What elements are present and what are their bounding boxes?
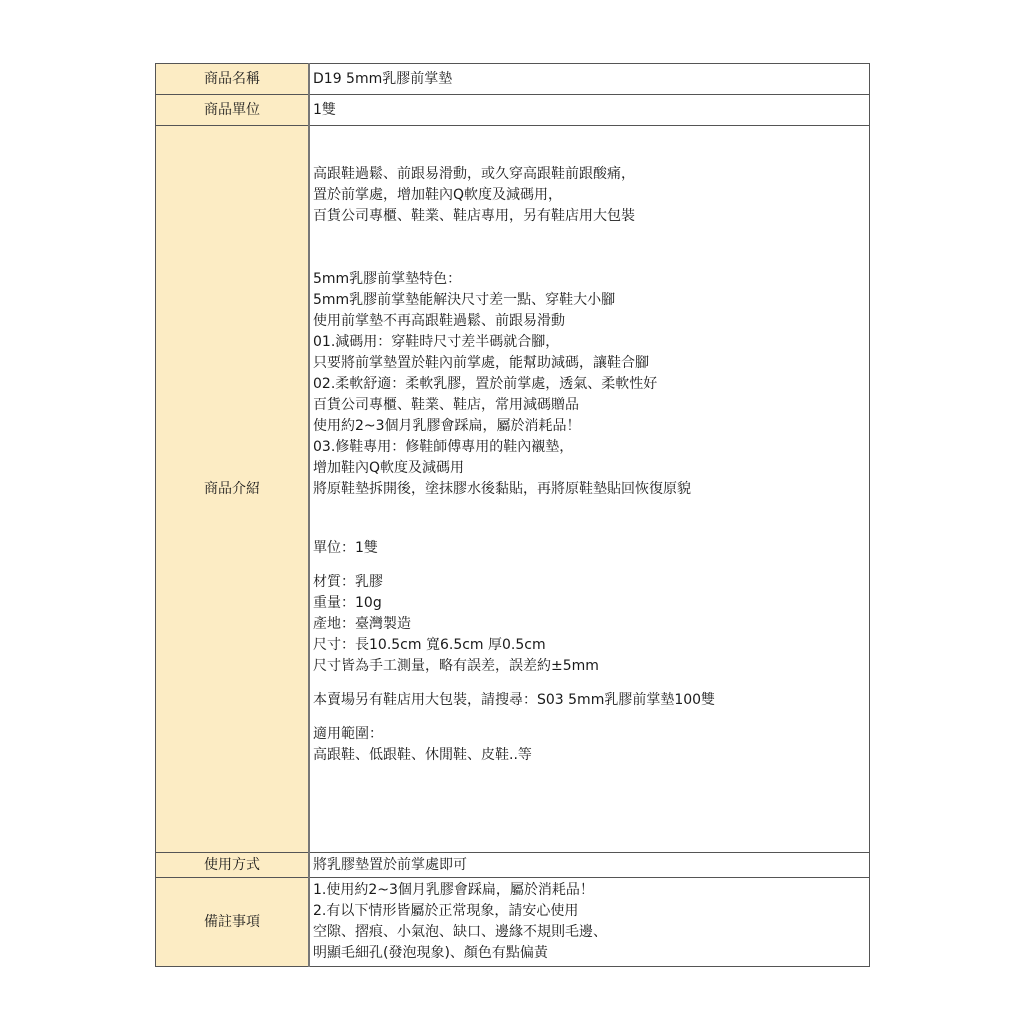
product-spec-table	[155, 63, 870, 967]
intro-line: 將原鞋墊拆開後，塗抹膠水後黏貼，再將原鞋墊貼回恢復原貌	[313, 481, 691, 497]
row-product-name	[156, 64, 870, 95]
intro-paragraph-2	[313, 269, 869, 500]
intro-line: 高跟鞋過鬆、前跟易滑動，或久穿高跟鞋前跟酸痛，	[313, 166, 635, 182]
intro-line: 5mm乳膠前掌墊特色：	[313, 271, 462, 287]
intro-line: 增加鞋內Q軟度及減碼用	[313, 460, 465, 476]
product-intro-label: 商品介紹	[156, 126, 310, 853]
notes-line: 空隙、摺痕、小氣泡、缺口、邊緣不規則毛邊、	[313, 924, 607, 940]
intro-line: 只要將前掌墊置於鞋內前掌處，能幫助減碼，讓鞋合腳	[313, 355, 649, 371]
intro-line: 使用前掌墊不再高跟鞋過鬆、前跟易滑動	[313, 313, 565, 329]
intro-specs	[313, 572, 869, 677]
row-notes	[156, 878, 870, 967]
row-usage	[156, 853, 870, 878]
notes-label: 備註事項	[156, 878, 310, 967]
usage-label: 使用方式	[156, 853, 310, 878]
intro-line: 02.柔軟舒適：柔軟乳膠，置於前掌處，透氣、柔軟性好	[313, 376, 658, 392]
usage-value: 將乳膠墊置於前掌處即可	[309, 853, 870, 878]
scope-line: 高跟鞋、低跟鞋、休閒鞋、皮鞋..等	[313, 747, 532, 763]
notes-line: 2.有以下情形皆屬於正常現象，請安心使用	[313, 903, 579, 919]
spec-line: 產地：臺灣製造	[313, 616, 411, 632]
product-name-label: 商品名稱	[156, 64, 310, 95]
notes-line: 1.使用約2~3個月乳膠會踩扁，屬於消耗品！	[313, 882, 594, 898]
intro-line: 百貨公司專櫃、鞋業、鞋店專用，另有鞋店用大包裝	[313, 208, 635, 224]
spec-line: 重量：10g	[313, 595, 382, 611]
intro-line: 03.修鞋專用：修鞋師傅專用的鞋內襯墊，	[313, 439, 574, 455]
product-unit-label: 商品單位	[156, 95, 310, 126]
notes-line: 明顯毛細孔(發泡現象)、顏色有點偏黃	[313, 945, 548, 961]
notes-value	[309, 878, 870, 967]
intro-line: 5mm乳膠前掌墊能解決尺寸差一點、穿鞋大小腳	[313, 292, 616, 308]
scope-line: 適用範圍：	[313, 726, 383, 742]
spec-line: 尺寸：長10.5cm 寬6.5cm 厚0.5cm	[313, 637, 546, 653]
intro-unit-line: 單位：1雙	[313, 540, 378, 556]
intro-search-line: 本賣場另有鞋店用大包裝，請搜尋：S03 5mm乳膠前掌墊100雙	[313, 692, 716, 708]
intro-line: 百貨公司專櫃、鞋業、鞋店，常用減碼贈品	[313, 397, 579, 413]
product-unit-value: 1雙	[309, 95, 870, 126]
intro-line: 01.減碼用：穿鞋時尺寸差半碼就合腳，	[313, 334, 560, 350]
intro-scope	[313, 724, 869, 766]
row-product-intro	[156, 126, 870, 853]
intro-line: 使用約2~3個月乳膠會踩扁，屬於消耗品！	[313, 418, 581, 434]
product-name-value: D19 5mm乳膠前掌墊	[309, 64, 870, 95]
row-product-unit	[156, 95, 870, 126]
spec-line: 尺寸皆為手工測量，略有誤差，誤差約±5mm	[313, 658, 599, 674]
spec-line: 材質：乳膠	[313, 574, 383, 590]
intro-paragraph-1	[313, 164, 869, 227]
intro-line: 置於前掌處，增加鞋內Q軟度及減碼用，	[313, 187, 563, 203]
product-intro-value	[309, 126, 870, 853]
